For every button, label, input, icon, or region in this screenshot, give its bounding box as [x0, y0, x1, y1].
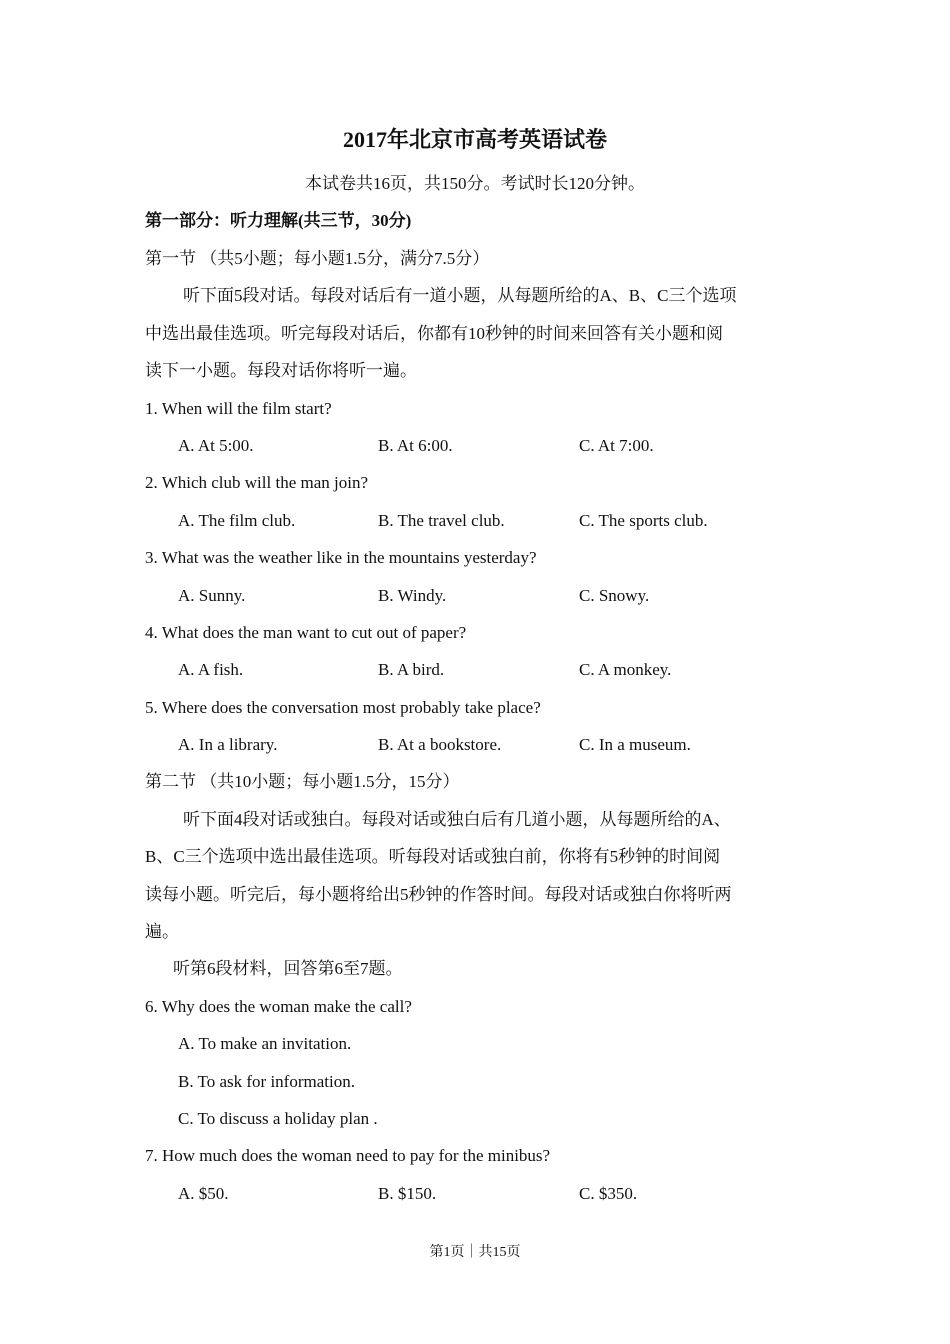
option-c: C. A monkey. — [579, 660, 672, 679]
option-b: B. At a bookstore. — [378, 735, 502, 754]
exam-info: 本试卷共16页，共150分。考试时长120分钟。 — [305, 174, 645, 193]
section2-instruction-line: B、C三个选项中选出最佳选项。听每段对话或独白前，你将有5秒钟的时间阅 — [145, 847, 721, 866]
question-3: 3. What was the weather like in the mountains yesterday? — [145, 548, 537, 567]
option-b: B. $150. — [378, 1184, 437, 1203]
section1-instruction-line: 听下面5段对话。每段对话后有一道小题，从每题所给的A、B、C三个选项 — [183, 286, 737, 305]
part1-heading: 第一部分：听力理解(共三节，30分) — [145, 211, 412, 230]
option-b: B. A bird. — [378, 660, 445, 679]
question-6: 6. Why does the woman make the call? — [145, 997, 412, 1016]
section2-heading: 第二节 （共10小题；每小题1.5分，15分） — [145, 772, 460, 791]
question-4: 4. What does the man want to cut out of paper? — [145, 623, 467, 642]
option-b: B. The travel club. — [378, 511, 505, 530]
option-c: C. To discuss a holiday plan . — [178, 1109, 378, 1128]
option-a: A. A fish. — [178, 660, 244, 679]
option-c: C. $350. — [579, 1184, 638, 1203]
section2-instruction-line: 遍。 — [145, 922, 179, 941]
option-a: A. At 5:00. — [178, 436, 254, 455]
option-b: B. At 6:00. — [378, 436, 453, 455]
option-b: B. Windy. — [378, 586, 447, 605]
question-5: 5. Where does the conversation most probably take place? — [145, 698, 541, 717]
question-2: 2. Which club will the man join? — [145, 473, 369, 492]
option-c: C. The sports club. — [579, 511, 708, 530]
option-c: C. At 7:00. — [579, 436, 654, 455]
section1-instruction-line: 中选出最佳选项。听完每段对话后，你都有10秒钟的时间来回答有关小题和阅 — [145, 324, 723, 343]
option-a: A. In a library. — [178, 735, 278, 754]
option-b: B. To ask for information. — [178, 1072, 355, 1091]
option-c: C. In a museum. — [579, 735, 691, 754]
section1-instruction-line: 读下一小题。每段对话你将听一遍。 — [145, 361, 417, 380]
question-1: 1. When will the film start? — [145, 399, 332, 418]
option-c: C. Snowy. — [579, 586, 650, 605]
option-a: A. To make an invitation. — [178, 1034, 352, 1053]
page-footer: 第1页｜共15页 — [429, 1245, 521, 1260]
page-title: 2017年北京市高考英语试卷 — [342, 127, 607, 152]
section2-instruction-line: 读每小题。听完后，每小题将给出5秒钟的作答时间。每段对话或独白你将听两 — [145, 885, 732, 904]
section2-instruction-line: 听下面4段对话或独白。每段对话或独白后有几道小题，从每题所给的A、 — [183, 810, 731, 829]
material-note: 听第6段材料，回答第6至7题。 — [173, 959, 403, 978]
section1-heading: 第一节 （共5小题；每小题1.5分，满分7.5分） — [145, 249, 490, 268]
option-a: A. The film club. — [178, 511, 296, 530]
option-a: A. Sunny. — [178, 586, 246, 605]
question-7: 7. How much does the woman need to pay for the minibus? — [145, 1146, 551, 1165]
option-a: A. $50. — [178, 1184, 229, 1203]
